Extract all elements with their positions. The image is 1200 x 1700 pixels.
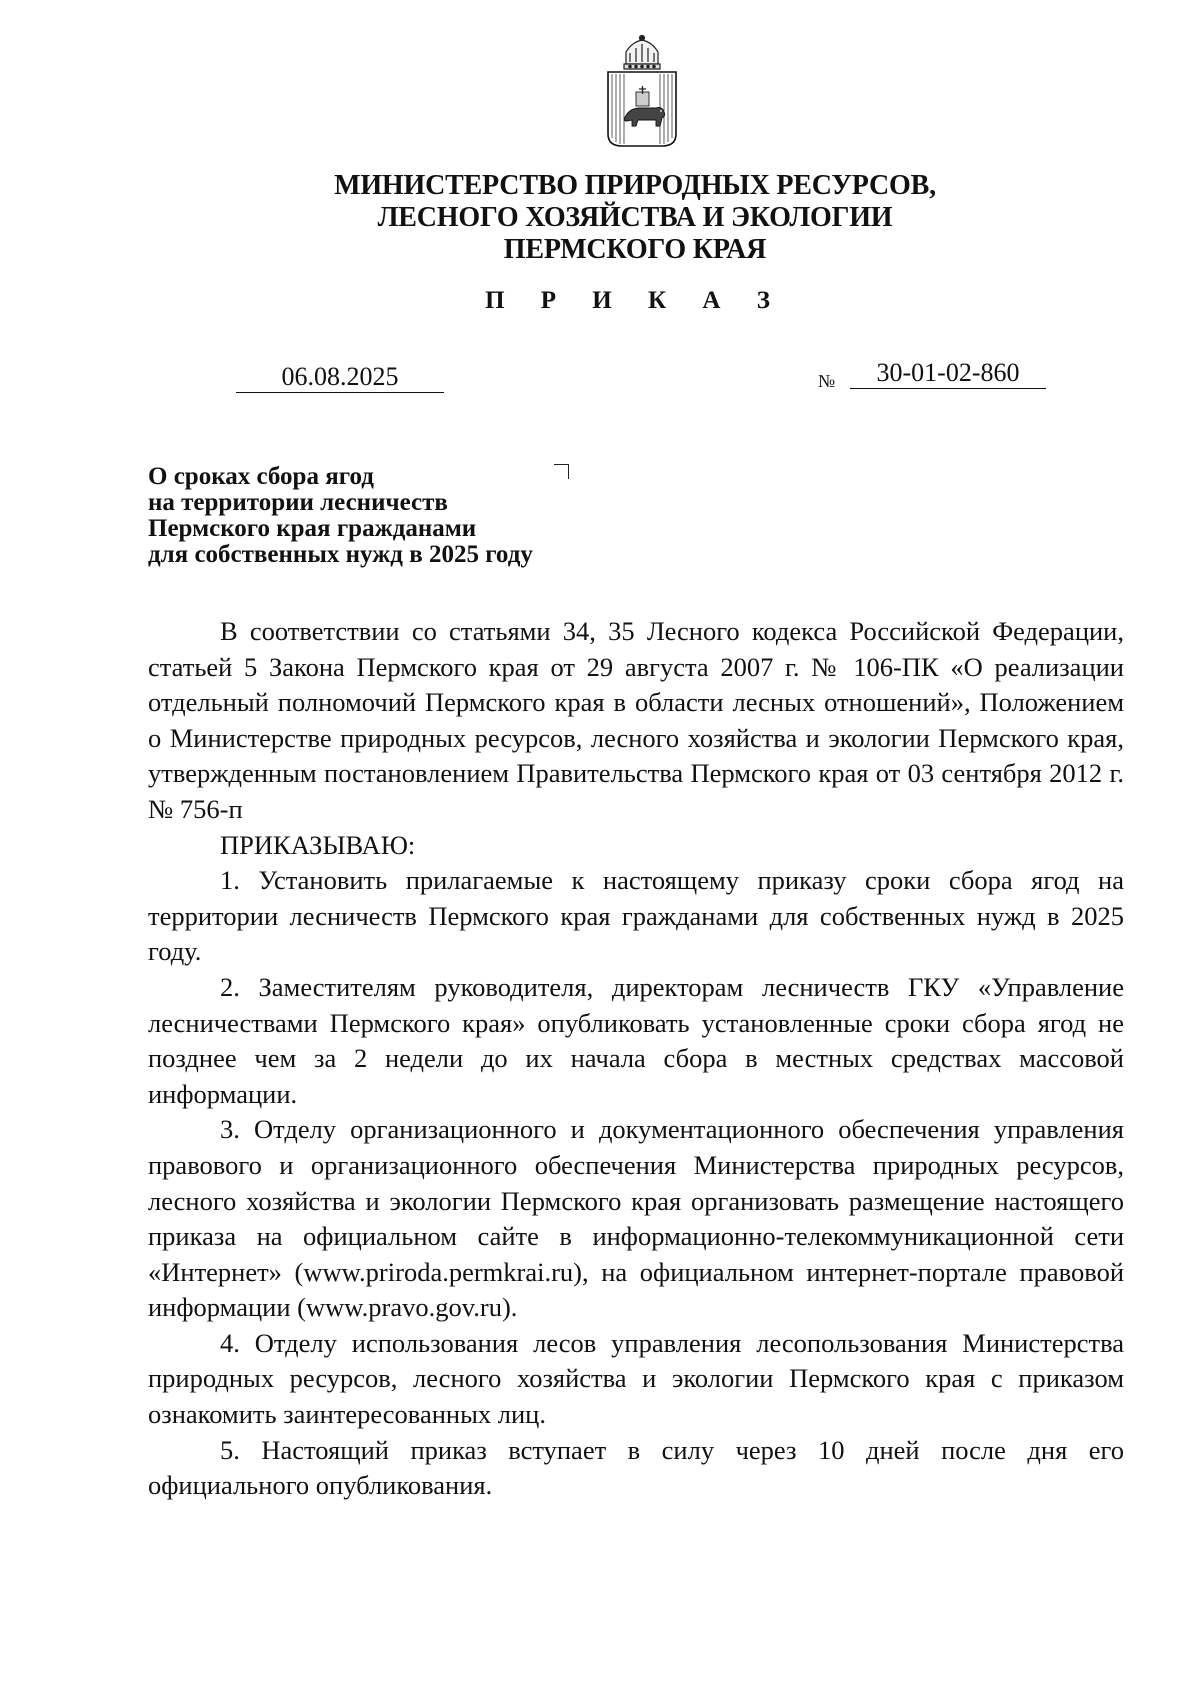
coat-of-arms-icon xyxy=(602,34,682,150)
order-item-5: 5. Настоящий приказ вступает в силу через 10 дней после дня его официального опубликования. xyxy=(148,1434,1124,1501)
subject-line-2: на территории лесничеств xyxy=(148,489,448,516)
subject-line-3: Пермского края гражданами xyxy=(148,515,477,542)
ministry-name-line-1: МИНИСТЕРСТВО ПРИРОДНЫХ РЕСУРСОВ, xyxy=(334,170,936,201)
ministry-name-line-3: ПЕРМСКОГО КРАЯ xyxy=(503,234,767,265)
order-body xyxy=(148,614,1124,1504)
order-date: 06.08.2025 xyxy=(236,362,444,393)
document-type-title: П Р И К А З xyxy=(485,287,785,314)
order-item-4: 4. Отделу использования лесов управления лесопользования Министерства природных ресурсов, лесного хозяйства и экологии Пермского края с приказом ознакомить заинтересованных лиц. xyxy=(148,1327,1124,1430)
order-item-3: 3. Отделу организационного и документационного обеспечения управления правового и организационного обеспечения Министерства природных ресурсов, лесного хозяйства и экологии Пермского края организовать размещение настоящего приказа на официальном сайте в информационно-телекоммуникационной сети «Интернет» (www.priroda.permkrai.ru), на официальном интернет-портале правовой информации (www.pravo.gov.ru). xyxy=(148,1114,1124,1323)
preamble-paragraph: В соответствии со статьями 34, 35 Лесного кодекса Российской Федерации, статьей 5 Закона Пермского края от 29 августа 2007 г. № 106-ПК «О реализации отдельный полномочий Пермского края в области лесных отношений», Положением о Министерстве природных ресурсов, лесного хозяйства и экологии Пермского края, утвержденным постановлением Правительства Пермского края от 03 сентября 2012 г. № 756-п xyxy=(148,616,1124,824)
order-item-1: 1. Установить прилагаемые к настоящему приказу сроки сбора ягод на территории лесничеств Пермского края гражданами для собственных нужд в 2025 году. xyxy=(148,865,1124,967)
subject-line-1: О сроках сбора ягод xyxy=(148,463,374,490)
order-item-2: 2. Заместителям руководителя, директорам лесничеств ГКУ «Управление лесничествами Пермского края» опубликовать установленные сроки сбора ягод не позднее чем за 2 недели до их начала сбора в местных средствах массовой информации. xyxy=(148,971,1124,1109)
order-subject xyxy=(148,464,533,568)
ministry-name xyxy=(200,170,1070,266)
number-sign: № xyxy=(818,371,836,391)
subject-line-4: для собственных нужд в 2025 году xyxy=(148,541,533,568)
order-number: 30-01-02-860 xyxy=(850,358,1046,389)
subject-corner-mark xyxy=(554,464,569,479)
ministry-name-line-2: ЛЕСНОГО ХОЗЯЙСТВА И ЭКОЛОГИИ xyxy=(377,202,893,233)
decree-word: ПРИКАЗЫВАЮ: xyxy=(220,829,416,860)
